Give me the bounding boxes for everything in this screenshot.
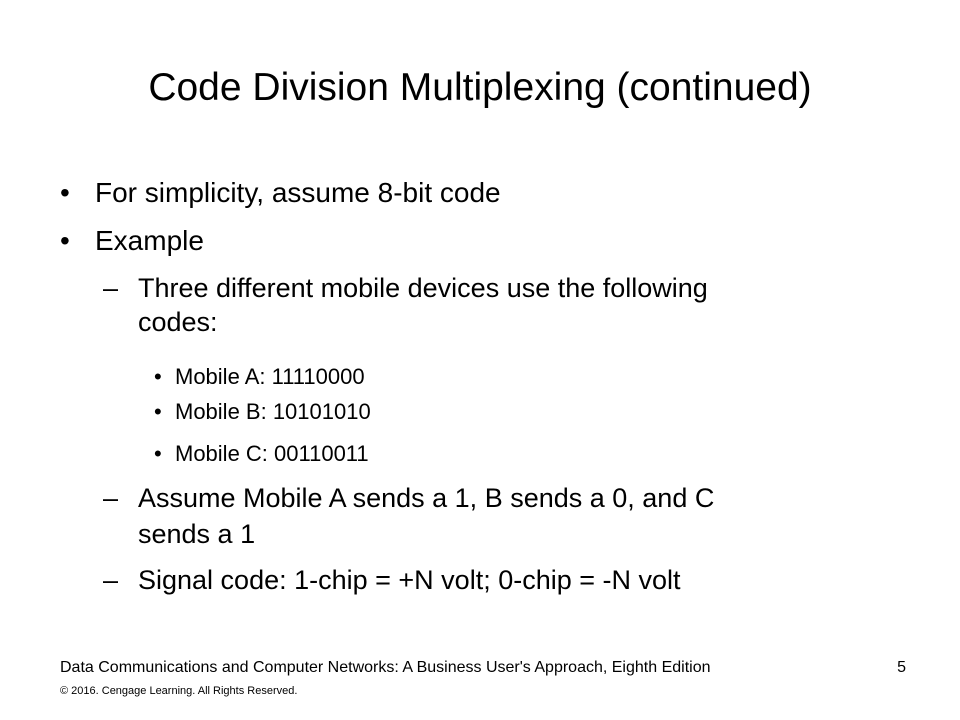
footer-book-title: Data Communications and Computer Networks: A Business User's Approach, Eighth Edition xyxy=(60,659,711,676)
bullet-marker: • xyxy=(154,441,162,466)
dash-marker: – xyxy=(103,273,119,303)
code-text: Mobile B: 10101010 xyxy=(175,399,371,424)
bullet-marker: • xyxy=(154,364,162,389)
code-text: Mobile C: 00110011 xyxy=(175,441,369,466)
sub-bullet-line: Assume Mobile A sends a 1, B sends a 0, and C xyxy=(138,483,715,513)
bullet-text: For simplicity, assume 8-bit code xyxy=(95,177,501,208)
bullet-text: Example xyxy=(95,225,204,256)
dash-marker: – xyxy=(103,565,119,595)
bullet-marker: • xyxy=(60,177,70,208)
sub-bullet-line: sends a 1 xyxy=(138,519,256,549)
bullet-marker: • xyxy=(60,225,70,256)
bullet-marker: • xyxy=(154,399,162,424)
sub-bullet-line: Signal code: 1-chip = +N volt; 0-chip = -N volt xyxy=(138,565,681,595)
sub-bullet-line: codes: xyxy=(138,307,218,337)
sub-bullet-line: Three different mobile devices use the following xyxy=(138,273,708,303)
footer-copyright: © 2016. Cengage Learning. All Rights Reserved. xyxy=(60,685,298,697)
dash-marker: – xyxy=(103,483,119,513)
code-text: Mobile A: 11110000 xyxy=(175,364,365,389)
page-number: 5 xyxy=(897,659,906,676)
slide-title: Code Division Multiplexing (continued) xyxy=(148,66,812,109)
